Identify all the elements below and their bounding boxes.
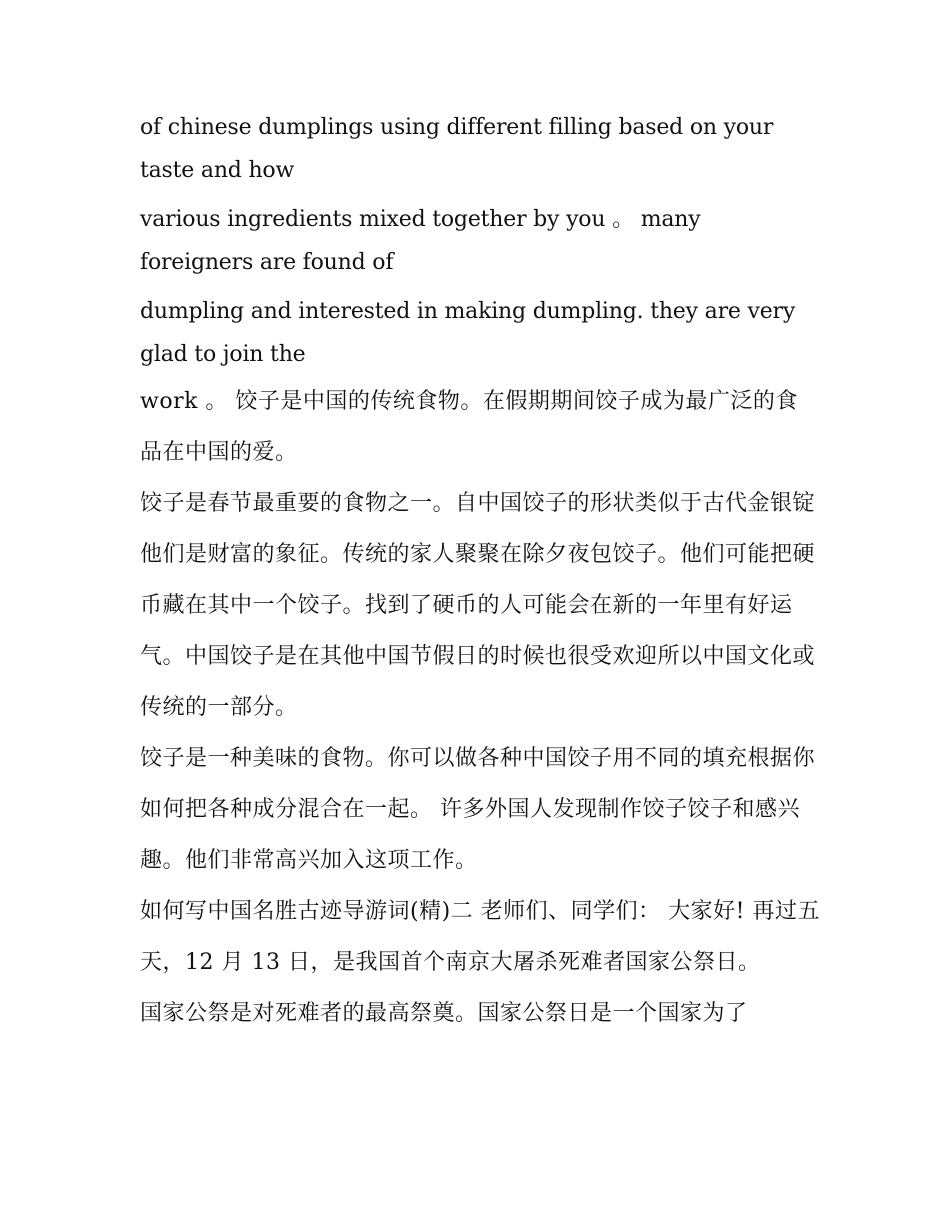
paragraph-tour-guide-speech: 如何写中国名胜古迹导游词(精)二 老师们、同学们： 大家好! 再过五天，12 月 13 日，是我国首个南京大屠杀死难者国家公祭日。 — [140, 899, 820, 975]
paragraph-ingredients-foreigners: various ingredients mixed together by you 。 many foreigners are found of — [140, 207, 701, 275]
paragraph-traditional-food: work 。 饺子是中国的传统食物。在假期期间饺子成为最广泛的食品在中国的爱。 — [140, 389, 798, 465]
paragraph-national-memorial: 国家公祭是对死难者的最高祭奠。国家公祭日是一个国家为了 — [140, 1001, 748, 1026]
paragraph-delicious-food: 饺子是一种美味的食物。你可以做各种中国饺子用不同的填充根据你如何把各种成分混合在一起。 许多外国人发现制作饺子饺子和感兴趣。他们非常高兴加入这项工作。 — [140, 746, 816, 873]
paragraph-dumpling-fillings: of chinese dumplings using different filling based on your taste and how — [140, 115, 774, 183]
paragraph-join-work: dumpling and interested in making dumpling. they are very glad to join the — [140, 299, 796, 367]
document-body — [140, 106, 820, 1039]
paragraph-spring-festival: 饺子是春节最重要的食物之一。自中国饺子的形状类似于古代金银锭他们是财富的象征。传统的家人聚聚在除夕夜包饺子。他们可能把硬币藏在其中一个饺子。找到了硬币的人可能会在新的一年里有好运气。中国饺子是在其他中国节假日的时候也很受欢迎所以中国文化或传统的一部分。 — [140, 491, 816, 720]
